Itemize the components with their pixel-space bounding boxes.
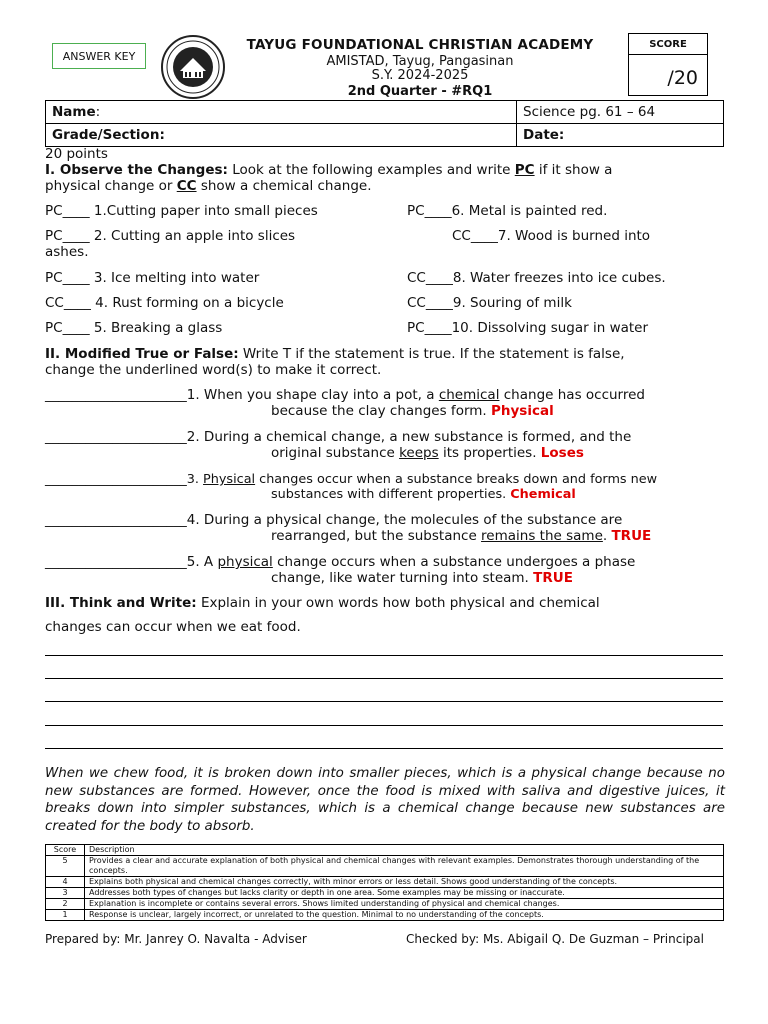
answer-blank[interactable]: _____________________	[45, 512, 187, 528]
part2-instruction-line2: change the underlined word(s) to make it correct.	[45, 362, 382, 378]
part2-item-5-line2: change, like water turning into steam. TRUE	[271, 570, 573, 586]
part1-item-1: PC____ 1.Cutting paper into small pieces	[45, 203, 318, 219]
school-address: AMISTAD, Tayug, Pangasinan	[326, 54, 514, 69]
answer-key-value: Physical	[491, 403, 554, 419]
part1-item-8: CC____8. Water freezes into ice cubes.	[407, 270, 666, 286]
part3-instruction-line1: III. Think and Write: Explain in your own words how both physical and chemical	[45, 595, 600, 611]
rubric-row	[46, 899, 724, 910]
rubric-score: 2	[46, 899, 85, 910]
answer-blank[interactable]: _____________________	[45, 471, 187, 487]
part1-item-7: CC____7. Wood is burned into	[452, 228, 651, 244]
school-seal-logo	[160, 34, 226, 100]
writing-line[interactable]	[45, 678, 723, 679]
rubric-score: 3	[46, 888, 85, 899]
answer-key-badge: ANSWER KEY	[52, 43, 146, 69]
total-points: 20 points	[45, 146, 108, 162]
quarter-title: 2nd Quarter - #RQ1	[347, 84, 493, 99]
rubric-row	[46, 888, 724, 899]
rubric-header-score: Score	[46, 845, 85, 856]
part1-instruction-line2: physical change or CC show a chemical change.	[45, 178, 372, 194]
rubric-row	[46, 856, 724, 877]
part1-item-6: PC____6. Metal is painted red.	[407, 203, 608, 219]
part2-item-3-line2: substances with different properties. Chemical	[271, 487, 576, 502]
rubric-description: Response is unclear, largely incorrect, or unrelated to the question. Minimal to no understanding of the concepts.	[85, 910, 724, 921]
rubric-header-description: Description	[85, 845, 724, 856]
rubric-description: Addresses both types of changes but lacks clarity or depth in one area. Some examples may be missing or inaccurate.	[85, 888, 724, 899]
grade-section-cell[interactable]: Grade/Section:	[46, 124, 517, 147]
part2-instruction-line1: II. Modified True or False: Write T if the statement is true. If the statement is false,	[45, 346, 625, 362]
part2-item-2-line2: original substance keeps its properties. Loses	[271, 445, 584, 461]
rubric-score: 1	[46, 910, 85, 921]
checked-by: Checked by: Ms. Abigail Q. De Guzman – Principal	[406, 932, 704, 946]
name-cell[interactable]	[46, 101, 517, 124]
cc-code: CC	[176, 178, 197, 194]
name-label: Name	[52, 104, 96, 120]
part2-item-4: _____________________4. During a physical change, the molecules of the substance are	[45, 512, 623, 528]
part2-item-4-line2: rearranged, but the substance remains the same. TRUE	[271, 528, 652, 544]
part1-item-7-cont: ashes.	[45, 244, 89, 260]
rubric-row	[46, 877, 724, 888]
score-label: SCORE	[629, 34, 707, 55]
part3-model-answer: When we chew food, it is broken down into smaller pieces, which is a physical change because no new substances are formed. However, once the food is mixed with saliva and digestive juices, it breaks down into simpler substances, which is a chemical change because new substances are created for the body to absorb.	[45, 766, 725, 834]
writing-line[interactable]	[45, 725, 723, 726]
rubric-description: Provides a clear and accurate explanation of both physical and chemical changes with relevant examples. Demonstrates thorough understanding of the concepts.	[85, 856, 724, 877]
part1-instruction-line1: I. Observe the Changes: Look at the following examples and write PC if it show a	[45, 162, 613, 178]
writing-line[interactable]	[45, 748, 723, 749]
score-value: /20	[667, 67, 698, 89]
part3-title: III. Think and Write:	[45, 595, 197, 611]
answer-key-value: TRUE	[533, 570, 573, 586]
school-name: TAYUG FOUNDATIONAL CHRISTIAN ACADEMY	[246, 37, 594, 53]
answer-key-value: Chemical	[510, 487, 576, 502]
rubric-header-row	[46, 845, 724, 856]
date-cell[interactable]: Date:	[517, 124, 724, 147]
part1-item-5: PC____ 5. Breaking a glass	[45, 320, 223, 336]
part2-item-2: _____________________2. During a chemical change, a new substance is formed, and the	[45, 429, 632, 445]
answer-blank[interactable]: _____________________	[45, 429, 187, 445]
rubric-description: Explanation is incomplete or contains several errors. Shows limited understanding of physical and chemical changes.	[85, 899, 724, 910]
part1-item-9: CC____9. Souring of milk	[407, 295, 572, 311]
prepared-by: Prepared by: Mr. Janrey O. Navalta - Adviser	[45, 932, 307, 946]
writing-line[interactable]	[45, 701, 723, 702]
pages-cell: Science pg. 61 – 64	[517, 101, 724, 124]
answer-blank[interactable]: _____________________	[45, 554, 187, 570]
answer-blank[interactable]: _____________________	[45, 387, 187, 403]
rubric-score: 5	[46, 856, 85, 877]
rubric-table	[45, 844, 724, 921]
part1-item-3: PC____ 3. Ice melting into water	[45, 270, 260, 286]
part1-item-4: CC____ 4. Rust forming on a bicycle	[45, 295, 284, 311]
answer-key-value: TRUE	[611, 528, 652, 544]
rubric-row	[46, 910, 724, 921]
part1-item-2: PC____ 2. Cutting an apple into slices	[45, 228, 296, 244]
name-colon: :	[95, 104, 101, 120]
school-year: S.Y. 2024-2025	[371, 68, 469, 83]
part1-title: I. Observe the Changes:	[45, 162, 228, 178]
writing-line[interactable]	[45, 655, 723, 656]
part1-item-10: PC____10. Dissolving sugar in water	[407, 320, 649, 336]
rubric-score: 4	[46, 877, 85, 888]
score-box	[628, 33, 708, 96]
student-info-table	[45, 100, 724, 147]
part3-instruction-line2: changes can occur when we eat food.	[45, 619, 301, 635]
pc-code: PC	[514, 162, 535, 178]
part2-item-1-line2: because the clay changes form. Physical	[271, 403, 554, 419]
part2-item-5: _____________________5. A physical change occurs when a substance undergoes a phase	[45, 554, 636, 570]
part2-item-3: _____________________3. Physical changes occur when a substance breaks down and forms new	[45, 471, 658, 487]
answer-key-value: Loses	[540, 445, 584, 461]
rubric-description: Explains both physical and chemical changes correctly, with minor errors or less detail. Shows good understanding of the concepts.	[85, 877, 724, 888]
part2-title: II. Modified True or False:	[45, 346, 239, 362]
part2-item-1: _____________________1. When you shape clay into a pot, a chemical change has occurred	[45, 387, 645, 403]
